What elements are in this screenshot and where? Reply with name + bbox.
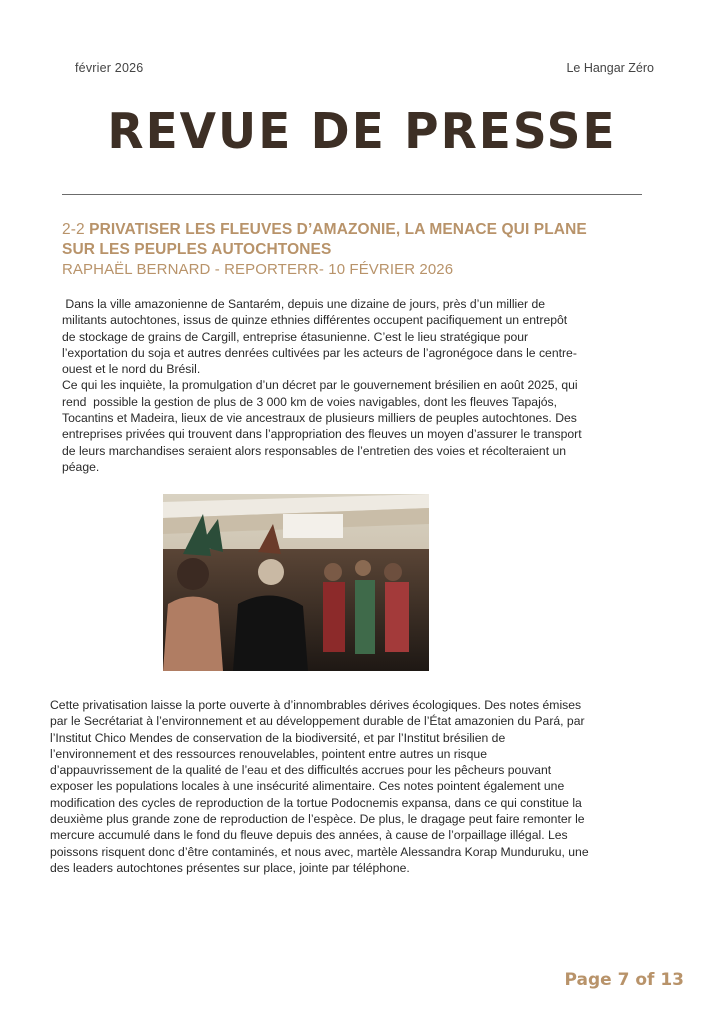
divider <box>62 194 642 195</box>
article-paragraph-1 <box>62 296 648 475</box>
article-number: 2-2 <box>62 221 85 238</box>
text-line: par le Secrétariat à l’environnement et au développement durable de l’État amazonien du Pará, par <box>50 714 585 729</box>
text-line: Tocantins et Madeira, lieux de vie ancestraux de plusieurs milliers de peuples autochtones. Des <box>62 411 577 426</box>
text-line: l’exportation du soja et autres denrées cultivées par les acteurs de l’agronégoce dans le centre- <box>62 345 577 360</box>
text-line: poissons risquent donc d’être contaminés, et nous avec, martèle Alessandra Korap Munduruku, une <box>50 844 589 859</box>
text-line: Ce qui les inquiète, la promulgation d’un décret par le gouvernement brésilien en août 2025, qui <box>62 378 578 393</box>
text-line: de stockage de grains de Cargill, entreprise étasunienne. C’est le lieu stratégique pour <box>62 329 529 344</box>
text-line: ouest et le nord du Brésil. <box>62 362 201 377</box>
text-line: l’Institut Chico Mendes de conservation de la biodiversité, et par l’Institut brésilien de <box>50 730 506 745</box>
article-paragraph-2 <box>50 697 655 876</box>
text-line: deuxième plus grande zone de reproduction de l’espèce. De plus, le dragage peut faire remonter le <box>50 812 585 827</box>
text-line: mercure accumulé dans le fond du fleuve depuis des années, à cause de l’orpaillage illégal. Les <box>50 828 568 843</box>
article-title-line-2: SUR LES PEUPLES AUTOCHTONES <box>62 241 332 258</box>
text-line: d’appauvrissement de la qualité de l’eau et des difficultés accrues pour les pêcheurs pouvant <box>50 763 552 778</box>
text-line: modification des cycles de reproduction de la tortue Podocnemis expansa, dans ce qui constitue la <box>50 795 582 810</box>
header-date: février 2026 <box>75 61 144 75</box>
article-photo <box>163 494 429 671</box>
header-site-name: Le Hangar Zéro <box>566 61 654 75</box>
article-title <box>62 220 642 260</box>
text-line: rend possible la gestion de plus de 3 000 km de voies navigables, dont les fleuves Tapajós, <box>62 394 558 409</box>
article-byline: RAPHAËL BERNARD - REPORTERR- 10 FÉVRIER 2026 <box>62 261 454 278</box>
text-line: Dans la ville amazonienne de Santarém, depuis une dizaine de jours, près d’un millier de <box>62 297 546 311</box>
text-line: Cette privatisation laisse la porte ouverte à d’innombrables dérives écologiques. Des notes émises <box>50 698 582 712</box>
text-line: des leaders autochtones présentes sur place, jointe par téléphone. <box>50 860 410 875</box>
text-line: entreprises privées qui trouvent dans l’appropriation des fleuves un moyen d’assurer le transport <box>62 427 582 442</box>
text-line: péage. <box>62 459 100 474</box>
text-line: l’environnement et des ressources renouvelables, pointent entre autres un risque <box>50 746 487 761</box>
article-title-line-1: PRIVATISER LES FLEUVES D’AMAZONIE, LA MENACE QUI PLANE <box>89 221 587 238</box>
page-title: REVUE DE PRESSE <box>107 102 617 161</box>
page-number: Page 7 of 13 <box>564 970 684 990</box>
text-line: exposer les populations locales à une insécurité alimentaire. Ces notes pointent également une <box>50 779 565 794</box>
article-header <box>62 220 642 280</box>
text-line: de leurs marchandises seraient alors responsables de l’entretien des voies et récolteraient un <box>62 443 567 458</box>
text-line: militants autochtones, issus de quinze ethnies différentes occupent pacifiquement un entrepôt <box>62 313 568 328</box>
